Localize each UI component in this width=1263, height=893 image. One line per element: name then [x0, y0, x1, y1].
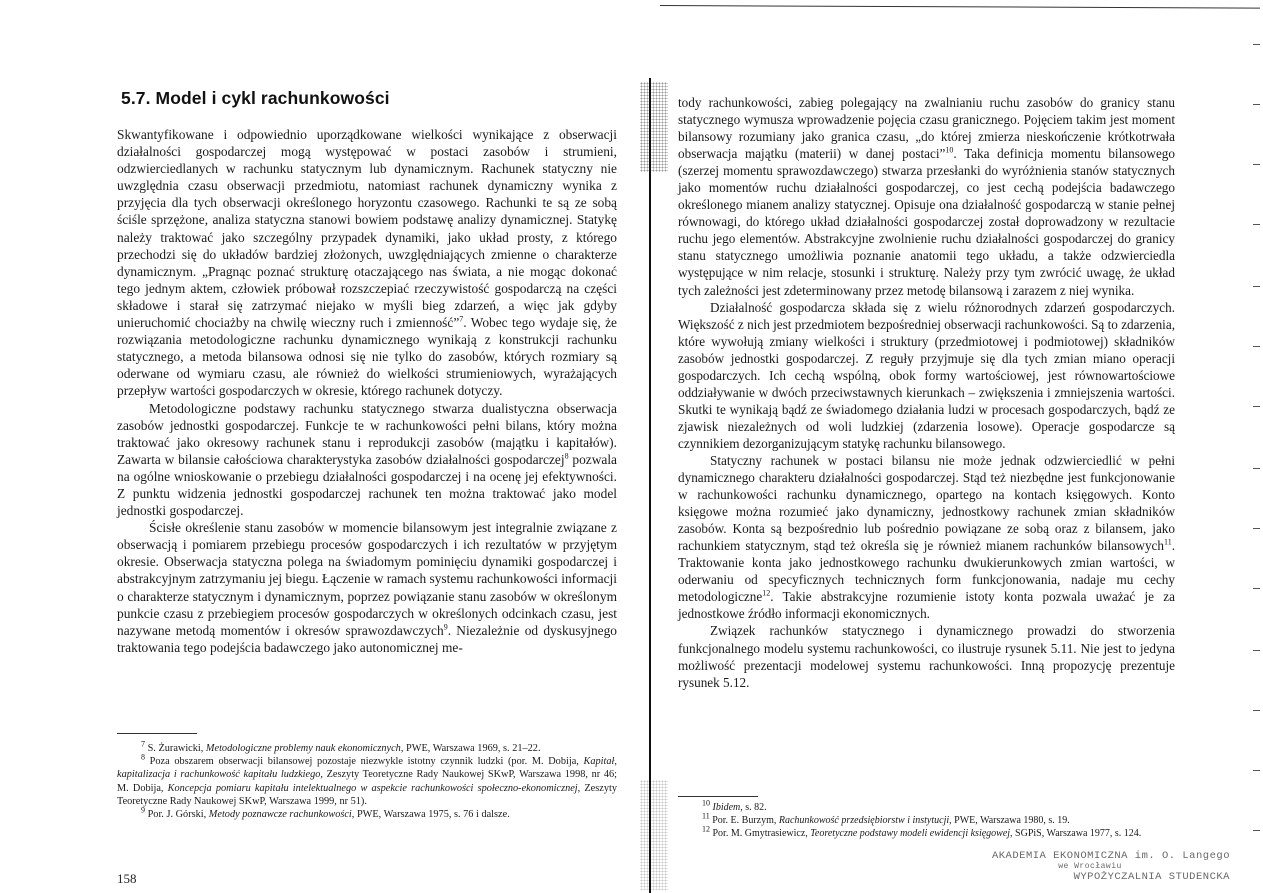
footnote-ref[interactable]: 11	[1164, 537, 1172, 547]
footnote	[117, 739, 617, 755]
footnote-number: 7	[141, 739, 145, 749]
footnote-text: , PWE, Warszawa 1980, s. 19.	[949, 815, 1070, 827]
right-page-body	[678, 94, 1175, 691]
footnote-title: Teoretyczne podstawy modeli ewidencji księgowej	[810, 828, 1011, 840]
footnote-number: 12	[702, 825, 710, 835]
paragraph-text: Związek rachunków statycznego i dynamicznego prowadzi do stworzenia funkcjonalnego modelu systemu rachunkowości, co ilustruje rysunek 5.11. Nie jest to jedyna możliwość prezentacji modelowej systemu rachunkowości. Inną propozycję prezentuje rysunek 5.12.	[678, 623, 1175, 690]
footnote	[117, 805, 617, 821]
footnote-text: Por. J. Górski,	[145, 809, 209, 821]
left-page-body	[117, 126, 617, 656]
stamp-line: AKADEMIA EKONOMICZNA im. O. Langego	[991, 850, 1230, 862]
footnote-title: Metodologiczne problemy nauk ekonomicznych	[205, 743, 401, 754]
paragraph	[117, 519, 617, 656]
footnote-text: Por. M. Gmytrasiewicz,	[710, 828, 811, 840]
paragraph	[678, 94, 1175, 299]
footnote-text: , SGPiS, Warszawa 1977, s. 124.	[1010, 828, 1142, 840]
footnote-title: Ibidem	[712, 802, 741, 813]
paragraph-text: tody rachunkowości, zabieg polegający na zwalnianiu ruchu zasobów do granicy stanu statycznego wymusza wprowadzenie pojęcia czasu granicznego. Pojęciem takim jest moment bilansowy rozumiany jako granica czasu, „do której zmierza nieskończenie krótkotrwała obserwacja majątku (materii) w danej postaci”	[678, 95, 1175, 162]
paragraph	[678, 452, 1175, 622]
footnote	[678, 811, 1175, 827]
footnote-text: , PWE, Warszawa 1975, s. 76 i dalsze.	[351, 809, 510, 821]
footnote	[678, 827, 1175, 840]
left-page	[117, 0, 617, 893]
paragraph-text: . Takie abstrakcyjne rozumienie istoty konta pozwala uważać je za jednostkowe źródło informacji ekonomicznych.	[678, 589, 1175, 622]
paragraph-text: Ścisłe określenie stanu zasobów w momencie bilansowym jest integralnie związane z obserwacją i pomiarem przebiegu procesów gospodarczych i ich rezultatów w przyjętym okresie. Obserwacja statyczna polega na świadomym pominięciu dynamiki gospodarczej i abstrakcyjnym zatrzymaniu jej biegu. Łączenie w ramach systemu rachunkowości informacji o charakterze statycznym i dynamicznym, poprzez powiązanie stanu zasobów w określonym punkcie czasu z przebiegiem procesów gospodarczych w określonych odcinkach czasu, jest nazywane metodą momentów i okresów sprawozdawczych	[117, 520, 617, 638]
paragraph-text: . Traktowanie konta jako jednostkowego rachunku dwukierunkowych zmian wartości, w oderwaniu od specyficznych technicznych form funkcjonowania, nadaje mu cechy metodologiczne	[678, 538, 1175, 605]
footnote-text: Por. E. Burzym,	[709, 815, 779, 827]
section-title: 5.7. Model i cykl rachunkowości	[121, 88, 390, 108]
book-spine-gutter	[649, 78, 651, 893]
footnote-ref[interactable]: 12	[762, 588, 771, 598]
paragraph	[678, 299, 1175, 452]
scan-margin-marks	[1240, 0, 1260, 893]
footnote-text: S. Żurawicki,	[145, 743, 206, 754]
paragraph-text: . Taka definicja momentu bilansowego (szerzej momentu sprawozdawczego) stwarza przesłanki do wyróżnienia stanów statycznych jako momentów ruchu działalności gospodarczej, co jest cechą podejścia badawczego określonego mianem analizy statycznej. Opisuje ona działalność gospodarczą w stanie pełnej równowagi, do którego układ działalności gospodarczej został doprowadzony w rezultacie ruchu jego elementów. Abstrakcyjne zwolnienie ruchu działalności gospodarczej do granicy stanu statycznego umożliwia poznanie anatomii tego układu, a także odzwierciedla występujące w nim relacje, stosunki i strukturę. Należy przy tym zwrócić uwagę, że układ tych zależności jest zdeterminowany przez metodę bilansową i zarazem z niej wynika.	[678, 146, 1175, 298]
footnote-text: , Zeszyty Teoretyczne Rady Naukowej SKwP, Warszawa 1998, nr 46; M. Dobija,	[117, 769, 617, 794]
paragraph-text: Skwantyfikowane i odpowiednio uporządkowane wielkości wynikające z obserwacji działalności gospodarczej mogą występować w postaci zasobów i strumieni, odzwierciedlanych w rachunku statycznym lub dynamicznym. Rachunek statyczny nie uwzględnia czasu obserwacji przedmiotu, natomiast rachunek dynamiczny wynika z przyjęcia dla tych obserwacji określonego horyzontu czasowego. Rachunki te są ze sobą ściśle sprzężone, analiza statyczna stanowi bowiem podstawę analizy dynamicznej. Statykę należy traktować jako szczególny przypadek dynamiki, jako układ prosty, z którego przechodzi się do układów bardziej złożonych, uwzględniających zmienne o charakterze dynamicznym. „Pragnąc poznać strukturę otaczającego nas świata, a nie mogąc dokonać tego jednym aktem, człowiek próbował rozszczepiać rzeczywistość gospodarczą na części składowe i starał się zatrzymać niejako w myśli bieg zdarzeń, a więc jak gdyby unieruchomić chociażby na chwilę wieczny ruch i zmienność”	[117, 127, 617, 331]
footnote-separator	[678, 796, 758, 797]
paragraph-text: . Wobec tego wydaje się, że rozwiązania metodologiczne rachunku dynamicznego wynikają z konstrukcji rachunku statycznego, a metoda bilansowa odnosi się nie tylko do zasobów, których rozmiary są oderwane od wymiaru czasu, ale również do wielkości strumieniowych, wyrażających przepływ wartości gospodarczych w okresie, którego rachunek dotyczy.	[117, 315, 617, 399]
footnote-title: Koncepcja pomiaru kapitału intelektualnego w aspekcie rachunkowości społeczno-ekonomicznej	[167, 782, 578, 794]
footnote-number: 9	[141, 805, 145, 815]
footnote-text: , s. 82.	[740, 802, 767, 813]
footnote-number: 8	[141, 752, 145, 762]
footnote-title: Rachunkowość przedsiębiorstw i instytucji	[778, 815, 950, 827]
footnote-number: 11	[702, 811, 710, 821]
paragraph	[117, 400, 617, 520]
scan-spine-noise-lower	[640, 780, 668, 890]
paragraph-text: Statyczny rachunek w postaci bilansu nie może jednak odzwierciedlić w pełni dynamicznego charakteru działalności gospodarczej. Stąd też niezbędne jest funkcjonowanie w rachunkowości rachunku dynamicznego, opartego na kontach księgowych. Konto księgowe można rozumieć jako dynamiczny, jednostkowy rachunek zmian składników zasobów. Konta są bezpośrednio lub pośrednio powiązane ze sobą oraz z bilansem, jako rachunkiem statycznym, stąd też określa się je również mianem rachunków bilansowych	[678, 452, 1175, 554]
paragraph	[117, 126, 617, 400]
paragraph-text: Metodologiczne podstawy rachunku statycznego stwarza dualistyczna obserwacja zasobów jednostki gospodarczej. Funkcje te w rachunkowości pełni bilans, który można traktować jako okresowy rachunek stanu i reprodukcji zasobów (majątku i kapitałów). Zawarta w bilansie całościowa charakterystyka zasobów działalności gospodarczej	[117, 400, 617, 467]
footnote-number: 10	[702, 798, 710, 808]
page-number: 158	[117, 871, 137, 886]
footnote-ref[interactable]: 10	[945, 145, 954, 155]
left-footnotes	[117, 739, 617, 821]
right-footnotes	[678, 798, 1175, 841]
paragraph-text: . Niezależnie od dyskusyjnego traktowania tego podejścia badawczego jako autonomicznej me-	[117, 622, 618, 655]
scan-spine-noise	[640, 82, 668, 172]
footnote-title: Metody poznawcze rachunkowości	[208, 809, 352, 821]
footnote	[117, 752, 617, 808]
footnote-text: , Zeszyty Teoretyczne Rady Naukowej SKwP, Warszawa 1999, nr 51).	[117, 782, 617, 807]
footnote-ref[interactable]: 8	[564, 451, 569, 461]
footnote-text: Poza obszarem obserwacji bilansowej pozostaje niezwykle istotny czynnik ludzki (por. M. Dobija,	[145, 756, 584, 768]
library-stamp	[890, 850, 1230, 883]
footnote-text: , PWE, Warszawa 1969, s. 21–22.	[400, 743, 541, 754]
footnote-title: Kapitał, kapitalizacja i rachunkowość kapitału ludzkiego	[117, 756, 617, 781]
footnote-separator	[117, 733, 197, 734]
footnote-ref[interactable]: 7	[459, 314, 464, 324]
paragraph	[678, 622, 1175, 690]
paragraph-text: pozwala na ogólne wnioskowanie o przebiegu działalności gospodarczej i na ocenę jej efektywności. Z punktu widzenia jednostki gospodarczej rachunek ten można traktować jako model jednostki gospodarczej.	[117, 451, 618, 519]
right-page	[678, 0, 1175, 893]
paragraph-text: Działalność gospodarcza składa się z wielu różnorodnych zdarzeń gospodarczych. Większość z nich jest przedmiotem bezpośredniej obserwacji rachunkowości. Są to zdarzenia, które wywołują zmiany wielkości i struktury (przedmiotowej i podmiotowej) składników zasobów jednostki gospodarczej. Z reguły przyjmuje się dla tych zmian miano operacji gospodarczych. Ich cechą wspólną, obok formy wartościowej, jest równowartościowe oddziaływanie w dwóch przeciwstawnych kierunkach – zwiększenia i zmniejszenia wartości. Skutki te wynikają bądź ze świadomego działania ludzi w procesach gospodarczych, bądź ze zjawisk niezależnych od woli ludzkiej (zdarzenia losowe). Operacje gospodarcze są czynnikiem dezorganizującym statykę rachunku bilansowego.	[678, 299, 1175, 451]
stamp-line: we Wrocławiu	[1058, 862, 1122, 871]
stamp-line: WYPOŻYCZALNIA STUDENCKA	[1073, 871, 1230, 883]
footnote	[678, 798, 1175, 814]
footnote-ref[interactable]: 9	[443, 622, 448, 632]
